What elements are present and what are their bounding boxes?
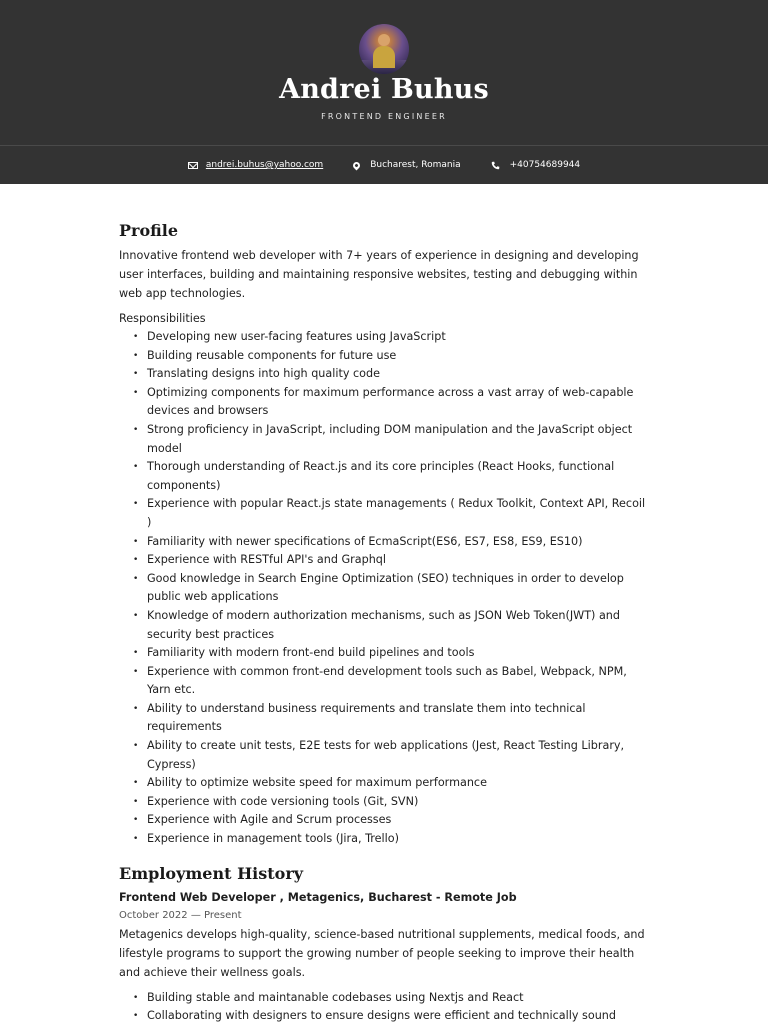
list-item: • Experience in management tools (Jira, Trello) bbox=[147, 830, 651, 849]
list-item: • Translating designs into high quality code bbox=[147, 365, 651, 384]
list-item: • Experience with code versioning tools (Git, SVN) bbox=[147, 793, 651, 812]
list-item: • Experience with popular React.js state managements ( Redux Toolkit, Context API, Recoil ) bbox=[147, 495, 651, 532]
phone-text: +40754689944 bbox=[509, 160, 581, 170]
phone-icon bbox=[491, 161, 500, 170]
list-item: • Building reusable components for future use bbox=[147, 347, 651, 366]
list-item: • Familiarity with modern front-end build pipelines and tools bbox=[147, 644, 651, 663]
list-item: • Collaborating with designers to ensure designs were efficient and technically sound bbox=[147, 1007, 651, 1026]
list-item: • Ability to create unit tests, E2E tests for web applications (Jest, React Testing Library, Cypress) bbox=[147, 737, 651, 774]
list-item: • Familiarity with newer specifications of EcmaScript(ES6, ES7, ES8, ES9, ES10) bbox=[147, 533, 651, 552]
employment-section bbox=[119, 864, 651, 1026]
contact-phone bbox=[491, 160, 581, 170]
list-item: • Thorough understanding of React.js and its core principles (React Hooks, functional components) bbox=[147, 458, 651, 495]
location-text: Bucharest, Romania bbox=[370, 160, 461, 170]
map-pin-icon bbox=[352, 160, 362, 170]
contact-email bbox=[188, 160, 323, 170]
photo-person-body bbox=[373, 46, 395, 68]
employment-heading: Employment History bbox=[119, 863, 304, 883]
profile-summary: Innovative frontend web developer with 7+ years of experience in designing and developing user interfaces, building and maintaining responsive websites, testing and debugging within web app technologies. bbox=[119, 249, 639, 300]
envelope-icon bbox=[188, 162, 198, 169]
responsibilities-list bbox=[119, 328, 651, 849]
job-bullets bbox=[119, 989, 651, 1026]
candidate-title: FRONTEND ENGINEER bbox=[321, 112, 447, 121]
resume-body bbox=[119, 221, 651, 1026]
list-item: • Building stable and maintanable codebases using Nextjs and React bbox=[147, 989, 651, 1008]
list-item: • Good knowledge in Search Engine Optimization (SEO) techniques in order to develop public web applications bbox=[147, 570, 651, 607]
candidate-name: Andrei Buhus bbox=[279, 74, 489, 105]
list-item: • Ability to understand business requirements and translate them into technical requirements bbox=[147, 700, 651, 737]
list-item: • Experience with Agile and Scrum processes bbox=[147, 811, 651, 830]
job-description: Metagenics develops high-quality, science-based nutritional supplements, medical foods, and lifestyle programs to support the growing number of people seeking to improve their health and achieve their wellness goals. bbox=[119, 927, 645, 979]
list-item: • Experience with RESTful API's and Graphql bbox=[147, 551, 651, 570]
resume-header bbox=[0, 0, 768, 145]
list-item: • Ability to optimize website speed for maximum performance bbox=[147, 774, 651, 793]
list-item: • Knowledge of modern authorization mechanisms, such as JSON Web Token(JWT) and security best practices bbox=[147, 607, 651, 644]
list-item: • Optimizing components for maximum performance across a vast array of web-capable devices and browsers bbox=[147, 384, 651, 421]
contact-location bbox=[353, 160, 460, 170]
job-title: Frontend Web Developer , Metagenics, Bucharest - Remote Job bbox=[119, 890, 517, 904]
list-item: • Experience with common front-end development tools such as Babel, Webpack, NPM, Yarn etc. bbox=[147, 663, 651, 700]
profile-section bbox=[119, 221, 651, 849]
email-link[interactable]: andrei.buhus@yahoo.com bbox=[205, 160, 324, 170]
photo-person-head bbox=[378, 34, 390, 46]
job-dates: October 2022 — Present bbox=[119, 909, 242, 921]
profile-photo bbox=[359, 24, 409, 74]
contact-bar bbox=[0, 145, 768, 184]
list-item: • Developing new user-facing features using JavaScript bbox=[147, 328, 651, 347]
profile-heading: Profile bbox=[119, 221, 179, 240]
responsibilities-label: Responsibilities bbox=[119, 312, 206, 325]
job-entry bbox=[119, 889, 651, 1026]
list-item: • Strong proficiency in JavaScript, including DOM manipulation and the JavaScript object model bbox=[147, 421, 651, 458]
